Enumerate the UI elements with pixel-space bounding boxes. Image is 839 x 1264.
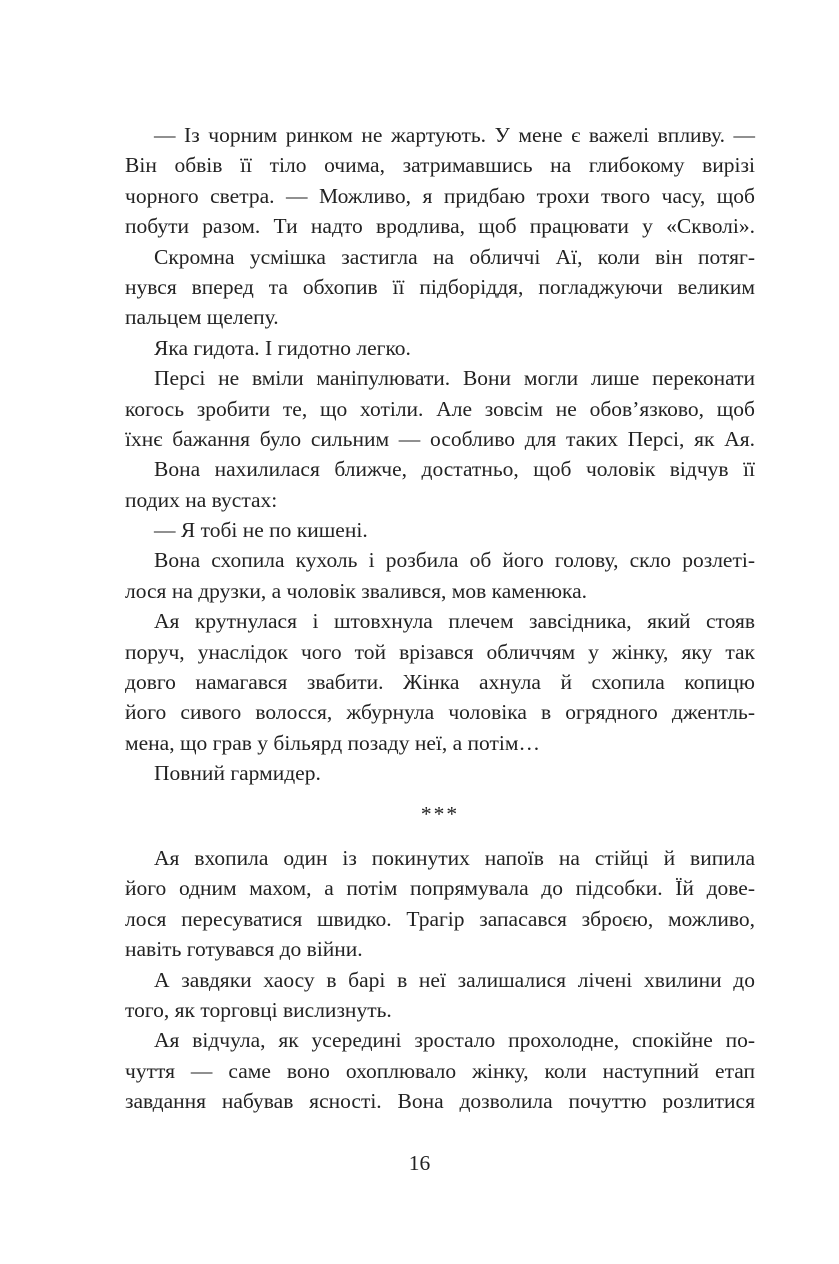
- page-body: [125, 120, 755, 1117]
- text-line: Ая крутнулася і штовхнула плечем завсідника, який стояв: [154, 609, 755, 634]
- text-line: Ая відчула, як усередині зростало прохолодне, спокійне по-: [154, 1028, 755, 1053]
- text-line: завдання набував ясності. Вона дозволила почуттю розлитися: [125, 1089, 755, 1114]
- text-line: — Із чорним ринком не жартують. У мене є важелі впливу. —: [154, 123, 755, 147]
- text-line: його сивого волосся, жбурнула чоловіка в огрядного джентль-: [125, 700, 755, 725]
- text-line: лося пересуватися швидко. Трагір запасався зброєю, можливо,: [125, 906, 755, 931]
- text-line: того, як торговці вислизнуть.: [125, 997, 392, 1022]
- text-line: поруч, унаслідок чого той врізався обличчям у жінку, яку так: [125, 639, 755, 664]
- text-line: чуття — саме воно охоплювало жінку, коли наступний етап: [125, 1058, 755, 1083]
- text-line: мена, що грав у більярд позаду неї, а потім…: [125, 730, 540, 755]
- text-line: Яка гидота. І гидотно легко.: [154, 335, 411, 360]
- text-line: А завдяки хаосу в барі в неї залишалися лічені хвилини до: [154, 967, 755, 992]
- text-line: пальцем щелепу.: [125, 305, 279, 330]
- text-line: когось зробити те, що хотіли. Але зовсім не обов’язково, щоб: [125, 396, 755, 421]
- text-line: Він обвів її тіло очима, затримавшись на глибокому вирізі: [125, 153, 755, 178]
- text-line: чорного светра. — Можливо, я придбаю трохи твого часу, щоб: [125, 183, 755, 208]
- text-line: лося на друзки, а чоловік звалився, мов каменюка.: [125, 578, 588, 603]
- section-separator: ***: [420, 801, 460, 826]
- text-line: Ая вхопила один із покинутих напоїв на стійці й випила: [154, 845, 755, 870]
- text-line: його одним махом, а потім попрямувала до підсобки. Їй дове-: [125, 876, 755, 901]
- page-number: 16: [408, 1151, 431, 1175]
- text-line: їхнє бажання було сильним — особливо для таких Персі, як Ая.: [125, 426, 755, 451]
- text-line: навіть готувався до війни.: [125, 937, 363, 962]
- text-line: Вона нахилилася ближче, достатньо, щоб чоловік відчув її: [154, 457, 755, 482]
- text-line: Повний гармидер.: [154, 761, 321, 786]
- text-line: подих на вустах:: [125, 487, 278, 512]
- text-line: — Я тобі не по кишені.: [154, 518, 368, 543]
- text-line: довго намагався звабити. Жінка ахнула й схопила копицю: [125, 670, 755, 695]
- text-line: Скромна усмішка застигла на обличчі Аї, коли він потяг-: [154, 244, 755, 269]
- text-line: Вона схопила кухоль і розбила об його голову, скло розлеті-: [154, 548, 755, 573]
- text-line: побути разом. Ти надто вродлива, щоб працювати у «Скволі».: [125, 214, 755, 239]
- text-line: Персі не вміли маніпулювати. Вони могли лише переконати: [154, 366, 755, 391]
- text-line: нувся вперед та обхопив її підборіддя, погладжуючи великим: [125, 274, 755, 299]
